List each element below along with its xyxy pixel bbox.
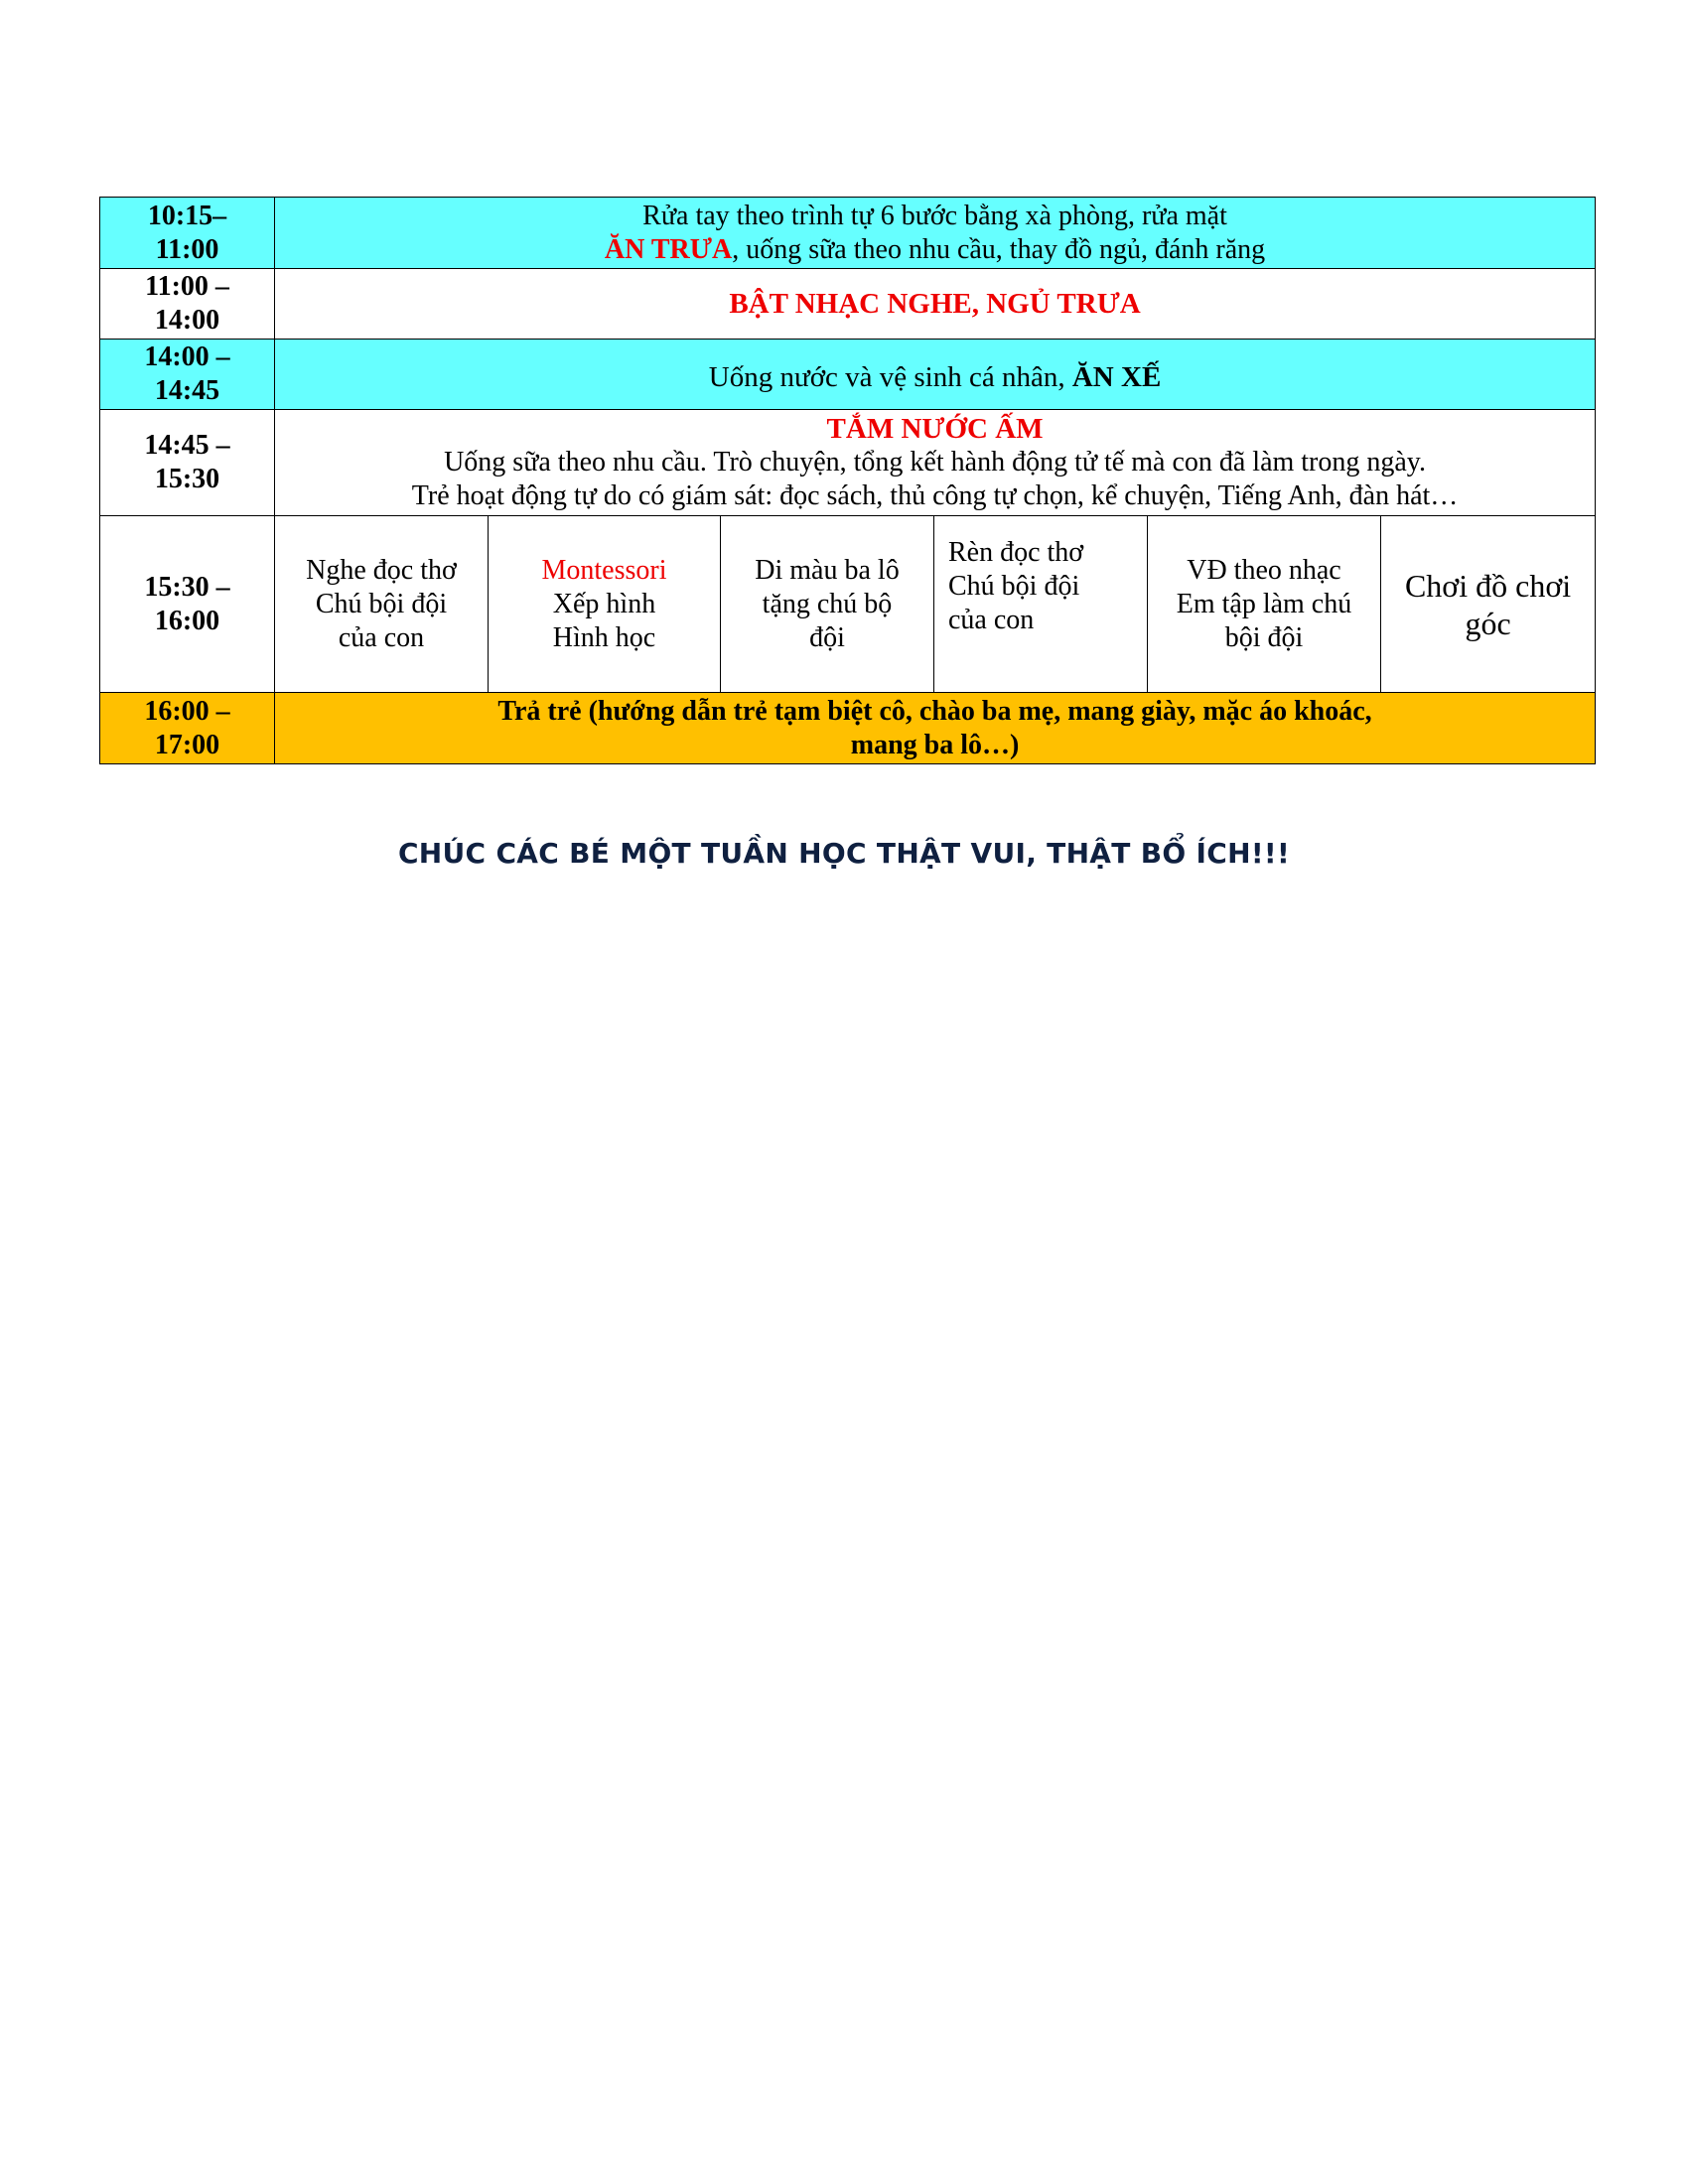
activity-line: Chú bội đội	[315, 588, 448, 619]
schedule-row-snack	[100, 340, 1596, 410]
activity-cell: BẬT NHẠC NGHE, NGỦ TRƯA	[275, 269, 1596, 340]
montessori-label: Montessori	[541, 554, 667, 586]
snack-highlight: ĂN XẾ	[1071, 361, 1162, 393]
activity-line: Hình học	[552, 621, 656, 653]
activity-line: Di màu ba lô	[755, 554, 900, 586]
schedule-row-pickup	[100, 693, 1596, 764]
activity-line: Uống sữa theo nhu cầu. Trò chuyện, tổng kết hành động tử tế mà con đã làm trong ngày.	[444, 447, 1426, 478]
time-end: 11:00	[155, 233, 219, 265]
activity-line: Nghe đọc thơ	[306, 554, 457, 586]
time-start: 16:00 –	[144, 695, 230, 727]
bath-heading: TẮM NƯỚC ẤM	[826, 413, 1044, 445]
activity-line: góc	[1465, 605, 1511, 641]
activity-cell	[275, 340, 1596, 410]
activity-line: Trả trẻ (hướng dẫn trẻ tạm biệt cô, chào ba mẹ, mang giày, mặc áo khoác,	[497, 695, 1372, 727]
activity-cell	[275, 693, 1596, 764]
time-cell	[100, 340, 275, 410]
time-start: 15:30 –	[144, 571, 230, 603]
activity-line: VĐ theo nhạc	[1187, 554, 1341, 586]
activity-line: Chơi đồ chơi	[1404, 567, 1572, 604]
schedule-row-bath	[100, 410, 1596, 516]
activity-line: Rửa tay theo trình tự 6 bước bằng xà phòng, rửa mặt	[642, 200, 1227, 231]
activity-montessori	[489, 516, 721, 693]
activity-line: của con	[948, 605, 1035, 635]
activity-corner-play	[1381, 516, 1596, 693]
schedule-row-activities	[100, 516, 1596, 693]
activity-line	[283, 233, 1587, 267]
activity-backpack-coloring	[721, 516, 934, 693]
activity-line: Chú bội đội	[948, 571, 1080, 602]
lunch-highlight: ĂN TRƯA	[604, 233, 733, 265]
schedule-row-nap	[100, 269, 1596, 340]
time-end: 14:45	[154, 375, 220, 406]
activity-line: đội	[809, 621, 845, 653]
activity-line-rest: , uống sữa theo nhu cầu, thay đồ ngủ, đánh răng	[732, 233, 1266, 265]
closing-message: CHÚC CÁC BÉ MỘT TUẦN HỌC THẬT VUI, THẬT BỔ ÍCH!!!	[397, 837, 1291, 870]
time-cell	[100, 269, 275, 340]
activity-poem-practice	[934, 516, 1148, 693]
time-end: 16:00	[154, 605, 220, 636]
activity-line: của con	[338, 621, 425, 653]
time-cell	[100, 516, 275, 693]
daily-schedule-table	[99, 197, 1596, 764]
time-start: 14:45 –	[144, 430, 230, 461]
activity-cell	[275, 410, 1596, 516]
time-end: 15:30	[154, 464, 220, 494]
time-cell	[100, 410, 275, 516]
activity-poem-listening	[275, 516, 489, 693]
activity-text: Uống nước và vệ sinh cá nhân,	[708, 361, 1072, 393]
activity-line: tặng chú bộ	[762, 588, 893, 619]
time-cell	[100, 693, 275, 764]
activity-line: Em tập làm chú	[1176, 588, 1352, 619]
time-start: 10:15–	[147, 200, 227, 231]
time-end: 17:00	[154, 729, 220, 760]
schedule-row-lunch	[100, 198, 1596, 269]
activity-line: Rèn đọc thơ	[948, 537, 1084, 568]
activity-music-movement	[1148, 516, 1381, 693]
activity-line: mang ba lô…)	[850, 729, 1020, 760]
time-end: 14:00	[154, 305, 220, 336]
time-start: 11:00 –	[145, 271, 229, 302]
activity-line: Xếp hình	[552, 588, 656, 619]
activity-line: bội đội	[1224, 621, 1304, 653]
time-cell	[100, 198, 275, 269]
time-start: 14:00 –	[144, 341, 230, 372]
activity-line: Trẻ hoạt động tự do có giám sát: đọc sách, thủ công tự chọn, kể chuyện, Tiếng Anh, đàn hát…	[411, 480, 1459, 511]
activity-cell	[275, 198, 1596, 269]
